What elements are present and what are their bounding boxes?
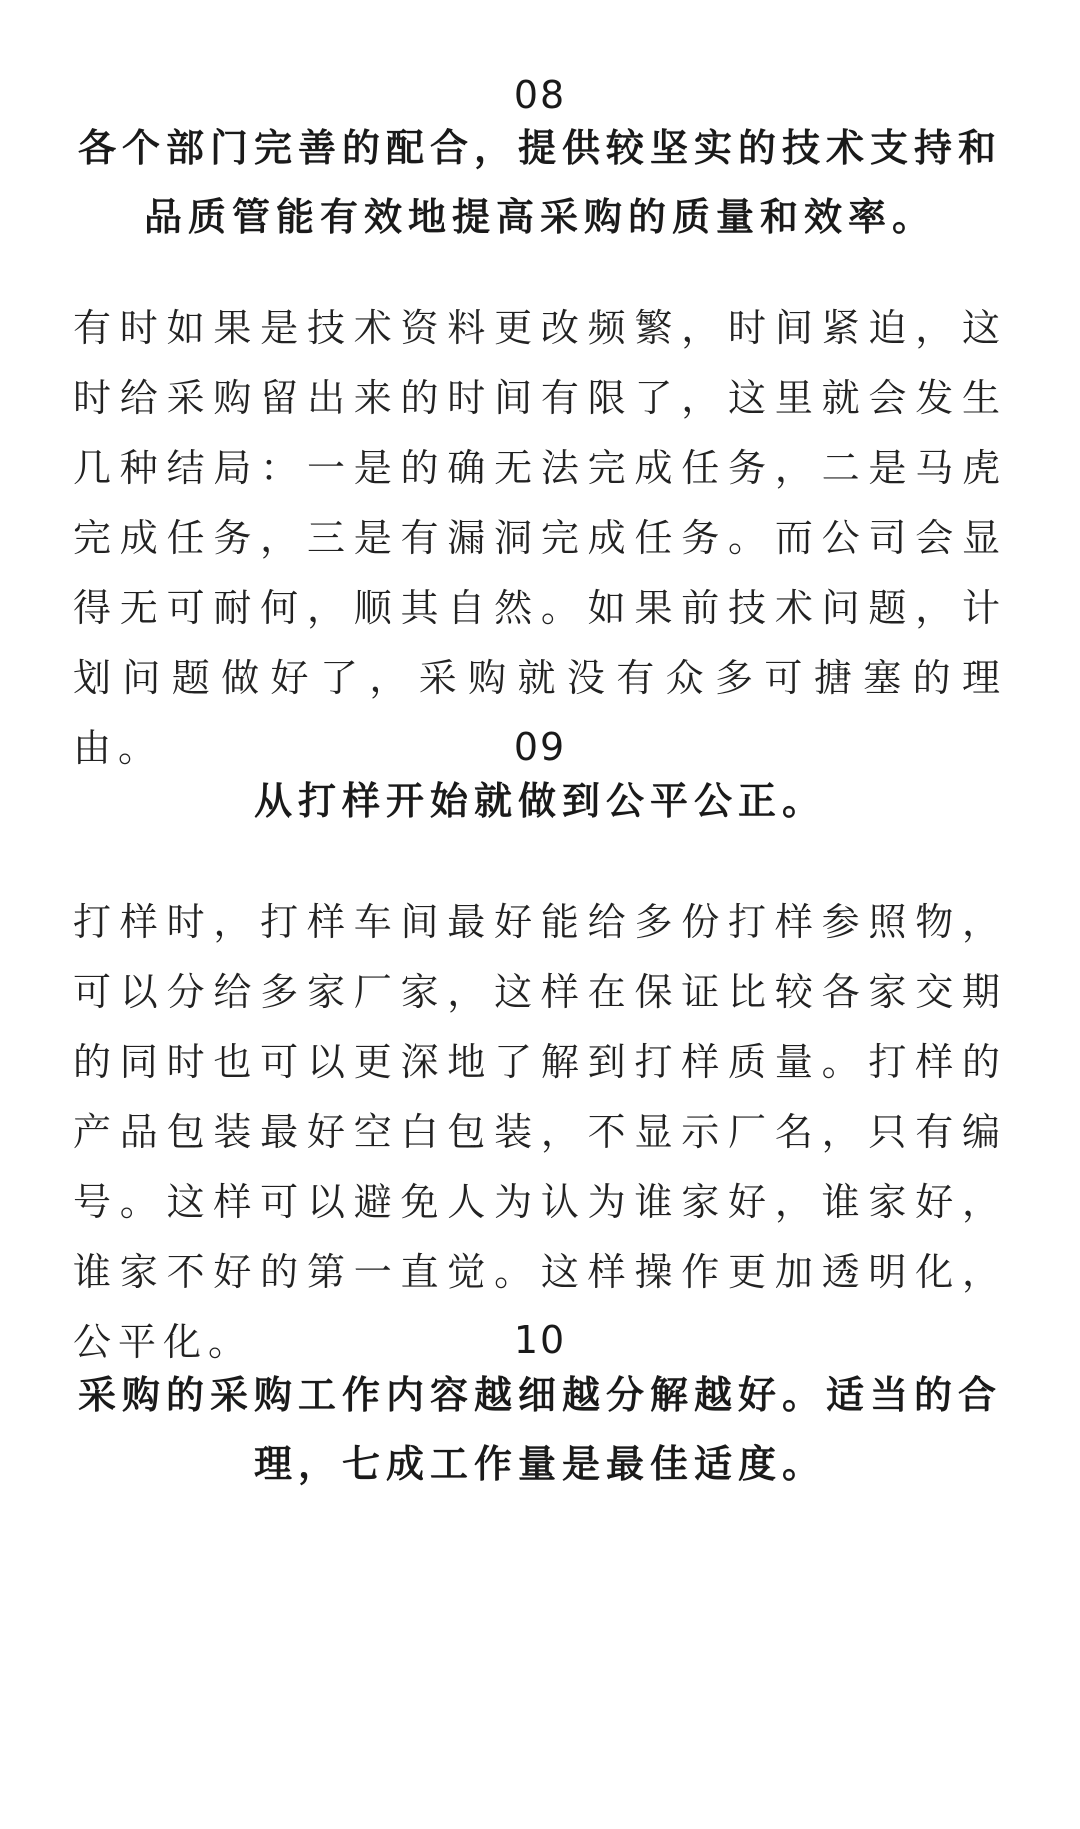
section-number: 09: [513, 725, 567, 769]
section-paragraph: 有时如果是技术资料更改频繁，时间紧迫，这时给采购留出来的时间有限了，这里就会发生几种结局：一是的确无法完成任务，二是马虎完成任务，三是有漏洞完成任务。而公司会显得无可耐何，顺其自然。如果前技术问题，计划问题做好了，采购就没有众多可搪塞的理由。: [73, 306, 1007, 770]
section-heading: 各个部门完善的配合，提供较坚实的技术支持和品质管能有效地提高采购的质量和效率。: [77, 126, 1002, 239]
section-paragraph: 打样时，打样车间最好能给多份打样参照物，可以分给多家厂家，这样在保证比较各家交期的同时也可以更深地了解到打样质量。打样的产品包装最好空白包装，不显示厂名，只有编号。这样可以避免人为认为谁家好，谁家好，谁家不好的第一直觉。这样操作更加透明化，公平化。: [73, 900, 1007, 1364]
section-number: 08: [513, 73, 567, 117]
section-heading: 采购的采购工作内容越细越分解越好。适当的合理，七成工作量是最佳适度。: [77, 1373, 1002, 1486]
section-number: 10: [513, 1318, 567, 1362]
section-heading: 从打样开始就做到公平公正。: [253, 779, 826, 823]
